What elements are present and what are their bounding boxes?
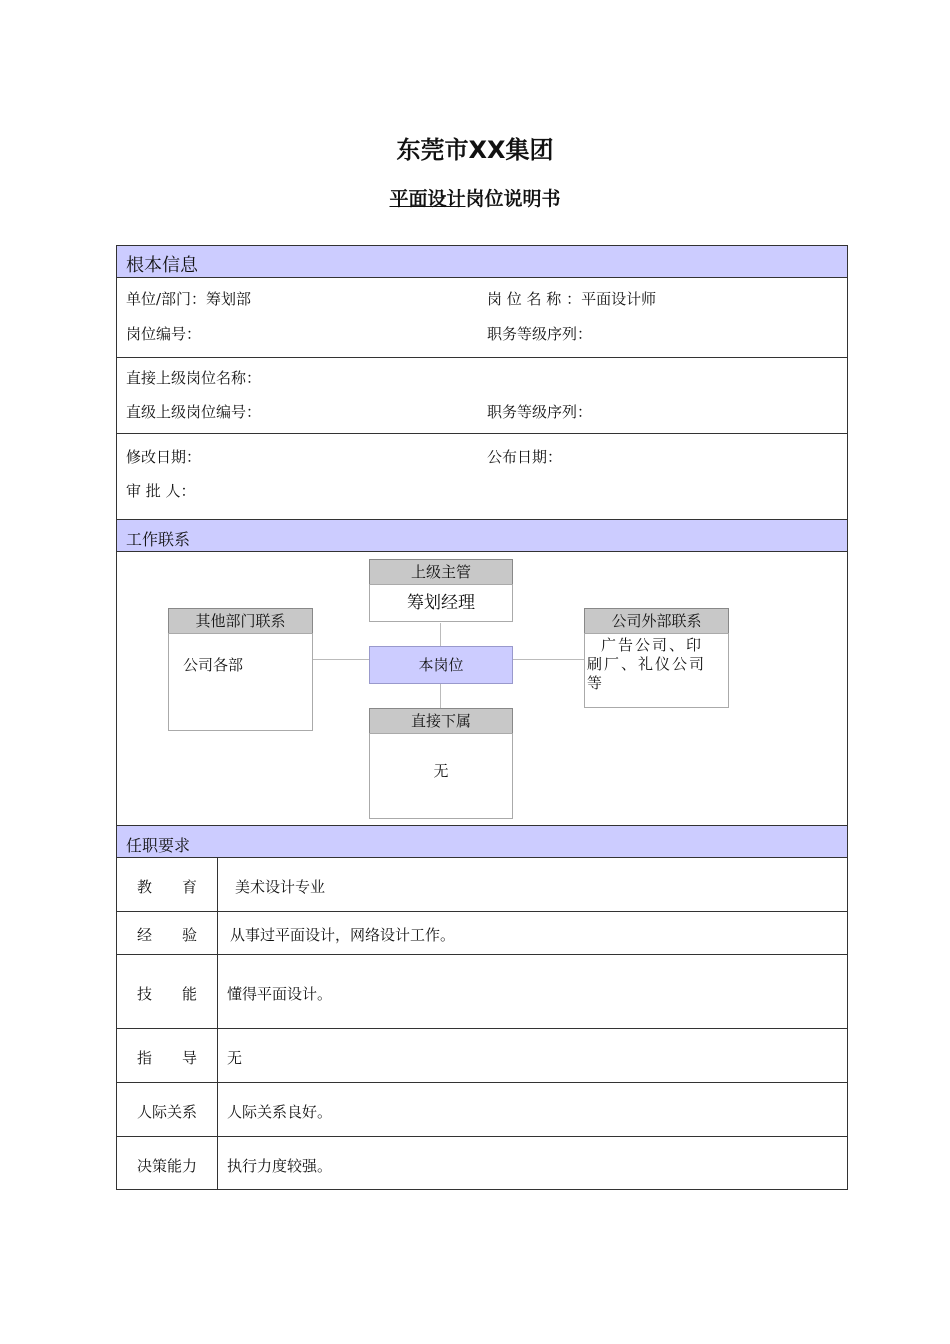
requirement-label: 教 育 — [136, 878, 197, 896]
subtitle-underlined: 平面设计 — [389, 188, 466, 210]
requirement-label: 人际关系 — [136, 1103, 197, 1121]
relations-header — [117, 520, 847, 552]
requirements-header — [117, 826, 847, 858]
document-subtitle — [0, 184, 950, 211]
requirement-value: 从事过平面设计，网络设计工作。 — [230, 926, 456, 944]
basic-info-header — [117, 246, 847, 278]
requirement-label: 决策能力 — [136, 1157, 197, 1175]
grade-sequence-field-2: 职务等级序列： — [487, 403, 593, 421]
position-name-field: 岗 位 名 称 ：平面设计师 — [487, 290, 657, 308]
requirement-row — [117, 1029, 847, 1083]
requirement-value: 美术设计专业 — [235, 878, 326, 896]
requirement-value: 懂得平面设计。 — [227, 985, 333, 1003]
requirement-label: 指 导 — [136, 1049, 197, 1067]
external-box-title: 公司外部联系 — [584, 608, 729, 634]
modify-date-field: 修改日期： — [126, 448, 202, 466]
superior-box-content: 筹划经理 — [369, 584, 513, 622]
publish-date-field: 公布日期： — [487, 448, 563, 466]
other-dept-box-content: 公司各部 — [168, 633, 313, 731]
other-dept-box-title: 其他部门联系 — [168, 608, 313, 634]
requirement-row — [117, 1137, 847, 1189]
basic-info-section-2 — [117, 358, 847, 434]
superior-box-title: 上级主管 — [369, 559, 513, 585]
self-position-box: 本岗位 — [369, 646, 513, 684]
approver-field: 审 批 人： — [126, 482, 196, 500]
basic-info-section-1 — [117, 278, 847, 358]
requirement-value: 人际关系良好。 — [227, 1103, 333, 1121]
subordinate-box-title: 直接下属 — [369, 708, 513, 734]
org-chart — [117, 552, 847, 826]
connector-down — [440, 684, 441, 708]
requirement-row — [117, 858, 847, 912]
requirement-row — [117, 1083, 847, 1137]
external-box-content: 广告公司、印刷厂、礼仪公司等 — [584, 633, 729, 708]
basic-info-section-3 — [117, 434, 847, 520]
connector-left — [311, 659, 369, 660]
job-description-table — [116, 245, 848, 1190]
requirement-row — [117, 912, 847, 955]
requirement-label: 经 验 — [136, 926, 197, 944]
subtitle-rest: 岗位说明书 — [465, 188, 561, 210]
company-title: 东莞市XX集团 — [396, 136, 554, 164]
requirement-value: 执行力度较强。 — [227, 1157, 333, 1175]
basic-info-title: 根本信息 — [126, 255, 198, 276]
requirement-row — [117, 955, 847, 1029]
unit-dept-field: 单位/部门：筹划部 — [126, 290, 252, 308]
position-no-field: 岗位编号： — [126, 325, 202, 343]
requirement-label: 技 能 — [136, 985, 197, 1003]
requirements-title: 任职要求 — [126, 836, 191, 855]
connector-right — [513, 659, 584, 660]
superior-name-field: 直接上级岗位名称： — [126, 369, 262, 387]
superior-no-field: 直级上级岗位编号： — [126, 403, 262, 421]
grade-sequence-field: 职务等级序列： — [487, 325, 593, 343]
relations-title: 工作联系 — [126, 530, 191, 549]
requirement-value: 无 — [227, 1049, 243, 1067]
subordinate-box-content: 无 — [369, 733, 513, 819]
